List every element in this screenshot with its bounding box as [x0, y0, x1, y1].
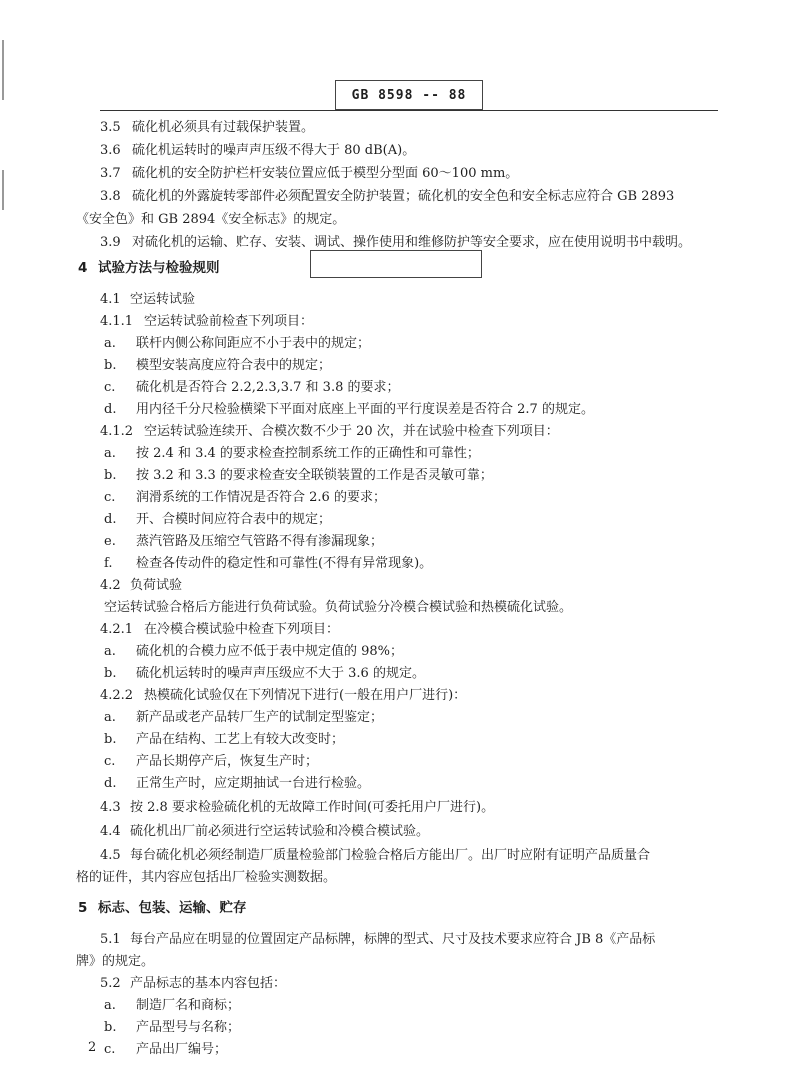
clause-5-1: 5.1 每台产品应在明显的位置固定产品标牌，标牌的型式、尺寸及技术要求应符合 JB 8《产品标 [100, 932, 656, 947]
clause-3-5: 3.5 硫化机必须具有过载保护装置。 [100, 120, 315, 135]
page-number: 2 [88, 1040, 97, 1055]
clause-4-1-2: 4.1.2 空运转试验连续开、合模次数不少于 20 次，并在试验中检查下列项目： [100, 424, 559, 439]
clause-4-5: 4.5 每台硫化机必须经制造厂质量检验部门检验合格后方能出厂。出厂时应附有证明产品质量合 [100, 848, 651, 863]
clause-4-1-1: 4.1.1 空运转试验前检查下列项目： [100, 314, 314, 329]
list-item: a. 按 2.4 和 3.4 的要求检查控制系统工作的正确性和可靠性； [104, 446, 480, 461]
list-item: b. 硫化机运转时的噪声声压级应不大于 3.6 的规定。 [104, 666, 425, 681]
list-item: d. 开、合模时间应符合表中的规定； [104, 512, 332, 527]
blank-box [310, 250, 482, 278]
clause-4-2-2: 4.2.2 热模硫化试验仅在下列情况下进行(一般在用户厂进行)： [100, 688, 467, 703]
standard-number: GB 8598 -- 88 [351, 87, 467, 103]
scan-edge-mark [2, 40, 4, 100]
list-item: a. 新产品或老产品转厂生产的试制定型鉴定； [104, 710, 384, 725]
clause-3-7: 3.7 硫化机的安全防护栏杆安装位置应低于模型分型面 60～100 mm。 [100, 166, 519, 181]
list-item: e. 蒸汽管路及压缩空气管路不得有渗漏现象； [104, 534, 384, 549]
clause-3-6: 3.6 硫化机运转时的噪声声压级不得大于 80 dB(A)。 [100, 143, 416, 158]
clause-5-1-cont: 牌》的规定。 [76, 954, 155, 969]
section-4-heading: 4 试验方法与检验规则 [78, 260, 220, 276]
list-item: c. 润滑系统的工作情况是否符合 2.6 的要求； [104, 490, 386, 505]
standard-number-box [335, 80, 483, 110]
clause-3-9: 3.9 对硫化机的运输、贮存、安装、调试、操作使用和维修防护等安全要求，应在使用说明书中载明。 [100, 235, 692, 250]
clause-5-2: 5.2 产品标志的基本内容包括： [100, 976, 287, 991]
clause-4-2-1: 4.2.1 在冷模合模试验中检查下列项目： [100, 622, 340, 637]
clause-4-3: 4.3 按 2.8 要求检验硫化机的无故障工作时间(可委托用户厂进行)。 [100, 800, 495, 815]
list-item: a. 制造厂名和商标； [104, 998, 241, 1013]
paragraph: 空运转试验合格后方能进行负荷试验。负荷试验分冷模合模试验和热模硫化试验。 [104, 600, 573, 615]
clause-3-8: 3.8 硫化机的外露旋转零部件必须配置安全防护装置；硫化机的安全色和安全标志应符合 GB 2893 [100, 189, 675, 204]
clause-4-4: 4.4 硫化机出厂前必须进行空运转试验和冷模合模试验。 [100, 824, 430, 839]
list-item: a. 硫化机的合模力应不低于表中规定值的 98%； [104, 644, 404, 659]
list-item: b. 模型安装高度应符合表中的规定； [104, 358, 332, 373]
section-5-heading: 5 标志、包装、运输、贮存 [78, 900, 247, 916]
header-rule [100, 110, 718, 111]
clause-4-1: 4.1 空运转试验 [100, 292, 196, 307]
clause-4-2: 4.2 负荷试验 [100, 578, 183, 593]
list-item: b. 按 3.2 和 3.3 的要求检查安全联锁装置的工作是否灵敏可靠； [104, 468, 493, 483]
list-item: d. 用内径千分尺检验横梁下平面对底座上平面的平行度误差是否符合 2.7 的规定。 [104, 402, 594, 417]
list-item: b. 产品在结构、工艺上有较大改变时； [104, 732, 345, 747]
clause-3-8-cont: 《安全色》和 GB 2894《安全标志》的规定。 [76, 212, 346, 227]
list-item: c. 产品出厂编号； [104, 1042, 228, 1057]
list-item: f. 检查各传动件的稳定性和可靠性(不得有异常现象)。 [104, 556, 433, 571]
list-item: b. 产品型号与名称； [104, 1020, 241, 1035]
scan-edge-mark [2, 170, 4, 210]
list-item: c. 产品长期停产后，恢复生产时； [104, 754, 319, 769]
clause-4-5-cont: 格的证件，其内容应包括出厂检验实测数据。 [76, 870, 337, 885]
list-item: d. 正常生产时，应定期抽试一台进行检验。 [104, 776, 371, 791]
list-item: a. 联杆内侧公称间距应不小于表中的规定； [104, 336, 371, 351]
list-item: c. 硫化机是否符合 2.2,2.3,3.7 和 3.8 的要求； [104, 380, 400, 395]
